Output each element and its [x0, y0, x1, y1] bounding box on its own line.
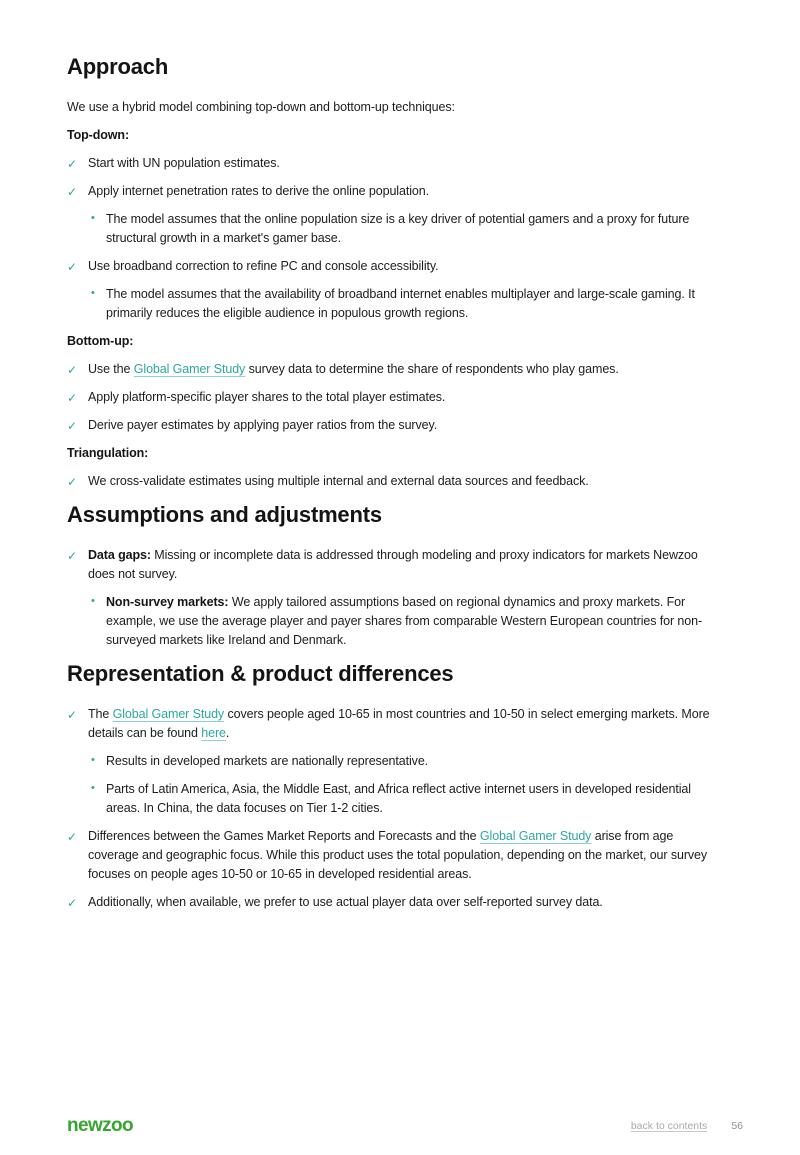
- text-segment: Differences between the Games Market Reports and Forecasts and the: [88, 829, 480, 843]
- text-segment: covers people aged 10-65 in most countries and 10-50 in select emerging markets. More details can be found: [88, 707, 710, 740]
- check-bullet-item: [67, 257, 727, 276]
- checkmark-icon: ✓: [67, 156, 77, 171]
- sub-bullet-item: [67, 593, 727, 650]
- text-segment: Derive payer estimates by applying payer ratios from the survey.: [88, 418, 438, 432]
- section-heading: Assumptions and adjustments: [67, 502, 382, 527]
- bullet-text: [106, 287, 695, 320]
- bullet-text: [106, 595, 702, 647]
- check-bullet-item: [67, 416, 727, 435]
- checkmark-icon: ✓: [67, 390, 77, 405]
- text-segment: Parts of Latin America, Asia, the Middle East, and Africa reflect active internet users in developed residential areas. In China, the data focuses on Tier 1-2 cities.: [106, 782, 691, 815]
- bullet-text: [88, 259, 439, 273]
- checkmark-icon: ✓: [67, 362, 77, 377]
- check-bullet-item: [67, 182, 727, 201]
- check-bullet-item: [67, 360, 727, 379]
- checkmark-icon: ✓: [67, 895, 77, 910]
- text-segment: We apply tailored assumptions based on regional dynamics and proxy markets. For example, we use the average player and payer shares from comparable Western European countries for non-surveyed markets like Ireland and Denmark.: [106, 595, 703, 647]
- inline-link[interactable]: here: [201, 726, 226, 740]
- bullet-text: [88, 418, 437, 432]
- bullet-text: [106, 782, 691, 815]
- dot-bullet-icon: •: [91, 212, 95, 224]
- text-segment: We cross-validate estimates using multiple internal and external data sources and feedback.: [88, 474, 589, 488]
- dot-bullet-icon: •: [91, 595, 95, 607]
- bullet-text: [88, 707, 710, 740]
- text-segment: .: [225, 726, 230, 740]
- text-segment: Apply internet penetration rates to derive the online population.: [88, 184, 429, 198]
- text-segment: Start with UN population estimates.: [88, 156, 280, 170]
- sub-bullet-item: [67, 285, 727, 323]
- inline-link[interactable]: Global Gamer Study: [479, 829, 592, 843]
- dot-bullet-icon: •: [91, 754, 95, 766]
- check-bullet-item: [67, 154, 727, 173]
- page-title: Approach: [67, 54, 169, 79]
- text-segment: The model assumes that the availability of broadband internet enables multiplayer and large-scale gaming. It primarily reduces the eligible audience in populous growth regions.: [106, 287, 695, 320]
- inline-link[interactable]: Global Gamer Study: [133, 362, 246, 376]
- checkmark-icon: ✓: [67, 259, 77, 274]
- bullet-text: [106, 754, 428, 768]
- text-segment: Apply platform-specific player shares to the total player estimates.: [88, 390, 446, 404]
- sub-bullet-item: [67, 780, 727, 818]
- check-bullet-item: [67, 893, 727, 912]
- bullet-text: [88, 156, 280, 170]
- bullet-text: [88, 895, 603, 909]
- dot-bullet-icon: •: [91, 782, 95, 794]
- text-segment: Use the: [88, 362, 134, 376]
- text-segment: arise from age coverage and geographic focus. While this product uses the total population, depending on the market, our survey focuses on people ages 10-50 or 10-65 in developed residential areas.: [88, 829, 708, 881]
- text-segment: Use broadband correction to refine PC and console accessibility.: [88, 259, 439, 273]
- checkmark-icon: ✓: [67, 707, 77, 722]
- checkmark-icon: ✓: [67, 548, 77, 563]
- paragraph: [67, 98, 727, 117]
- checkmark-icon: ✓: [67, 829, 77, 844]
- page-footer: [0, 1115, 800, 1137]
- bold-subheading: Bottom-up:: [67, 334, 134, 348]
- bullet-text: [88, 474, 589, 488]
- newzoo-logo: newzoo: [67, 1115, 134, 1136]
- sub-bullet-item: [67, 752, 727, 771]
- bullet-text: [88, 548, 698, 581]
- check-bullet-item: [67, 388, 727, 407]
- bullet-text: [106, 212, 689, 245]
- dot-bullet-icon: •: [91, 287, 95, 299]
- footer-right: [631, 1120, 743, 1132]
- back-to-contents-link[interactable]: back to contents: [630, 1120, 708, 1132]
- bold-text: Non-survey markets:: [106, 595, 229, 609]
- document-content: [67, 55, 727, 912]
- checkmark-icon: ✓: [67, 474, 77, 489]
- bold-text: Data gaps:: [88, 548, 151, 562]
- checkmark-icon: ✓: [67, 418, 77, 433]
- text-segment: We use a hybrid model combining top-down and bottom-up techniques:: [67, 100, 455, 114]
- bullet-text: [88, 390, 445, 404]
- text-segment: Results in developed markets are nationally representative.: [106, 754, 429, 768]
- bold-subheading: Triangulation:: [67, 446, 149, 460]
- text-segment: Additionally, when available, we prefer to use actual player data over self-reported survey data.: [88, 895, 603, 909]
- text-segment: Missing or incomplete data is addressed through modeling and proxy indicators for markets Newzoo does not survey.: [88, 548, 698, 581]
- check-bullet-item: [67, 827, 727, 884]
- text-segment: The model assumes that the online population size is a key driver of potential gamers and a proxy for future structural growth in a market's gamer base.: [106, 212, 690, 245]
- sub-bullet-item: [67, 210, 727, 248]
- bullet-text: [88, 362, 619, 376]
- checkmark-icon: ✓: [67, 184, 77, 199]
- bullet-text: [88, 829, 707, 881]
- text-segment: survey data to determine the share of respondents who play games.: [245, 362, 619, 376]
- text-segment: The: [88, 707, 113, 721]
- check-bullet-item: [67, 546, 727, 584]
- page-number: 56: [731, 1120, 743, 1132]
- bold-subheading: Top-down:: [67, 128, 130, 142]
- inline-link[interactable]: Global Gamer Study: [112, 707, 225, 721]
- bullet-text: [88, 184, 429, 198]
- check-bullet-item: [67, 705, 727, 743]
- section-heading: Representation & product differences: [67, 661, 454, 686]
- check-bullet-item: [67, 472, 727, 491]
